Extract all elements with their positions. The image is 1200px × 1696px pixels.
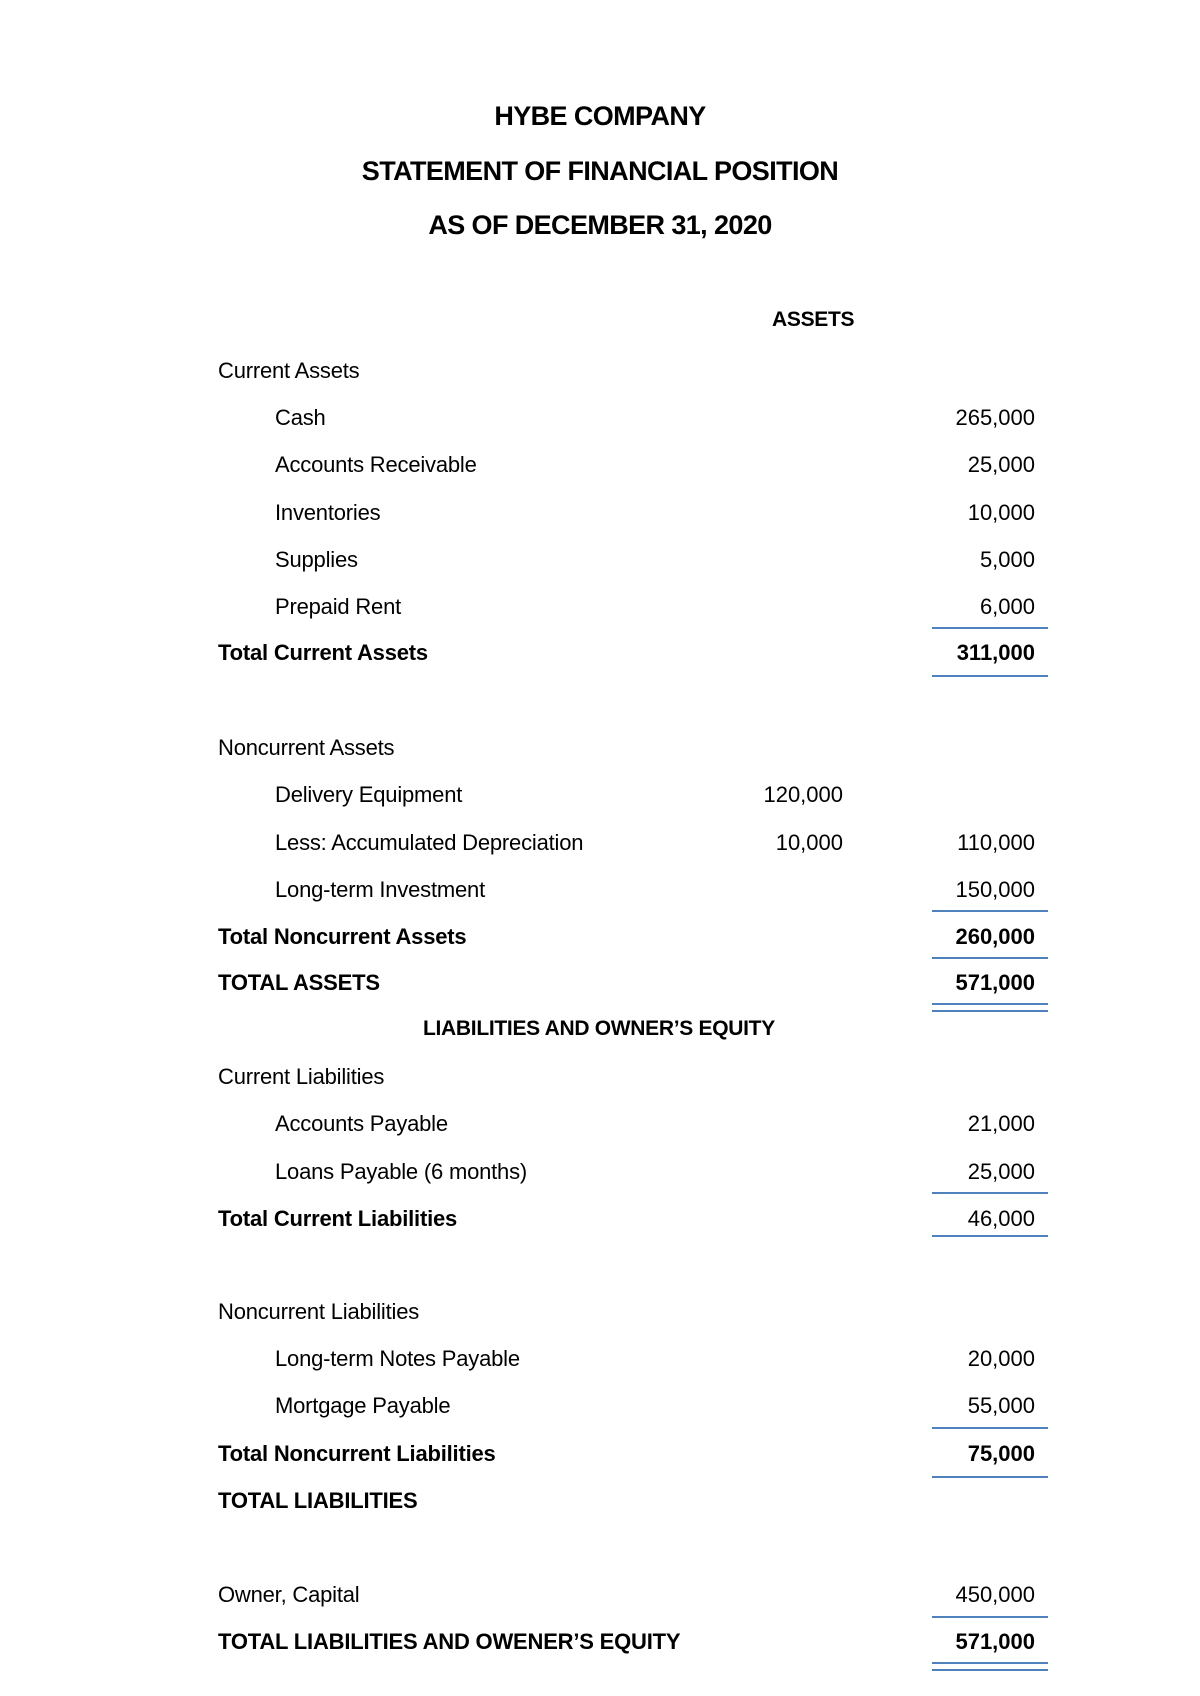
asset-amount: 265,000 (955, 405, 1035, 430)
total-current-assets-label: Total Current Assets (218, 640, 428, 665)
current-assets-row (0, 354, 1200, 388)
total-liabilities-equity-row (0, 1625, 1200, 1659)
asset-row-supplies (0, 543, 1200, 577)
total-noncurrent-assets-label: Total Noncurrent Assets (218, 924, 467, 949)
statement-title: STATEMENT OF FINANCIAL POSITION (361, 156, 839, 186)
liability-row-long-term-notes (0, 1342, 1200, 1376)
total-liabilities-label: TOTAL LIABILITIES (218, 1488, 418, 1513)
double-underline-top (932, 1662, 1048, 1664)
total-current-assets-amount: 311,000 (956, 640, 1035, 665)
liability-amount: 55,000 (967, 1393, 1035, 1418)
noncurrent-assets-row (0, 731, 1200, 765)
asset-row-inventories (0, 496, 1200, 530)
subtotal-underline (932, 957, 1048, 959)
double-underline-bottom (932, 1669, 1048, 1671)
asset-amount: 6,000 (979, 594, 1035, 619)
liability-row-accounts-payable (0, 1107, 1200, 1141)
double-underline-top (932, 1003, 1048, 1005)
asset-amount: 25,000 (967, 452, 1035, 477)
double-underline-bottom (932, 1010, 1048, 1012)
total-noncurrent-liabilities-label: Total Noncurrent Liabilities (218, 1441, 496, 1466)
subtotal-underline (932, 910, 1048, 912)
owner-capital-amount: 450,000 (955, 1582, 1035, 1607)
total-liabilities-equity-amount: 571,000 (955, 1629, 1035, 1654)
asset-amount: 10,000 (967, 500, 1035, 525)
total-current-liabilities-row (0, 1202, 1200, 1236)
asset-row-delivery-equipment (0, 778, 1200, 812)
asset-amount: 150,000 (955, 877, 1035, 902)
asset-row-accounts-receivable (0, 448, 1200, 482)
total-liabilities-row (0, 1484, 1200, 1518)
liability-label: Mortgage Payable (275, 1393, 451, 1418)
total-assets-amount: 571,000 (955, 970, 1035, 995)
current-liabilities-label: Current Liabilities (218, 1064, 385, 1089)
subtotal-underline (932, 1427, 1048, 1429)
current-assets-label: Current Assets (218, 358, 360, 383)
liability-label: Loans Payable (6 months) (275, 1159, 528, 1184)
depreciation-amount: 10,000 (775, 830, 843, 855)
asset-label: Cash (275, 405, 326, 430)
asset-label: Delivery Equipment (275, 782, 463, 807)
asset-row-accumulated-depreciation (0, 826, 1200, 860)
liability-row-loans-payable (0, 1155, 1200, 1189)
liability-label: Accounts Payable (275, 1111, 448, 1136)
liability-amount: 25,000 (967, 1159, 1035, 1184)
subtotal-underline (932, 1192, 1048, 1194)
asset-label: Prepaid Rent (275, 594, 402, 619)
liability-label: Long-term Notes Payable (275, 1346, 520, 1371)
subtotal-underline (932, 627, 1048, 629)
noncurrent-liabilities-row (0, 1295, 1200, 1329)
asset-row-cash (0, 401, 1200, 435)
total-current-assets-row (0, 636, 1200, 670)
total-noncurrent-liabilities-row (0, 1437, 1200, 1471)
statement-date: AS OF DECEMBER 31, 2020 (428, 210, 772, 240)
total-underline (932, 1235, 1048, 1237)
total-assets-row (0, 966, 1200, 1000)
asset-row-prepaid-rent (0, 590, 1200, 624)
owner-capital-row (0, 1578, 1200, 1612)
asset-label: Supplies (275, 547, 358, 572)
company-name: HYBE COMPANY (494, 101, 706, 131)
noncurrent-assets-label: Noncurrent Assets (218, 735, 395, 760)
asset-amount: 5,000 (979, 547, 1035, 572)
total-current-liabilities-amount: 46,000 (967, 1206, 1035, 1231)
total-noncurrent-assets-row (0, 920, 1200, 954)
asset-label: Inventories (275, 500, 381, 525)
liability-amount: 21,000 (967, 1111, 1035, 1136)
noncurrent-liabilities-label: Noncurrent Liabilities (218, 1299, 420, 1324)
net-equipment-amount: 110,000 (957, 830, 1035, 855)
subtotal-underline (932, 1616, 1048, 1618)
owner-capital-label: Owner, Capital (218, 1582, 360, 1607)
asset-label: Long-term Investment (275, 877, 485, 902)
total-liabilities-equity-label: TOTAL LIABILITIES AND OWENER’S EQUITY (218, 1629, 681, 1654)
assets-heading: ASSETS (772, 308, 855, 331)
current-liabilities-row (0, 1060, 1200, 1094)
total-noncurrent-assets-amount: 260,000 (955, 924, 1035, 949)
total-assets-label: TOTAL ASSETS (218, 970, 380, 995)
asset-gross-amount: 120,000 (763, 782, 843, 807)
liabilities-heading: LIABILITIES AND OWNER’S EQUITY (423, 1017, 775, 1040)
total-noncurrent-liabilities-amount: 75,000 (967, 1441, 1035, 1466)
liability-amount: 20,000 (967, 1346, 1035, 1371)
asset-label: Less: Accumulated Depreciation (275, 830, 584, 855)
total-underline (932, 675, 1048, 677)
asset-label: Accounts Receivable (275, 452, 477, 477)
total-current-liabilities-label: Total Current Liabilities (218, 1206, 458, 1231)
total-underline (932, 1476, 1048, 1478)
asset-row-long-term-investment (0, 873, 1200, 907)
liability-row-mortgage-payable (0, 1389, 1200, 1423)
